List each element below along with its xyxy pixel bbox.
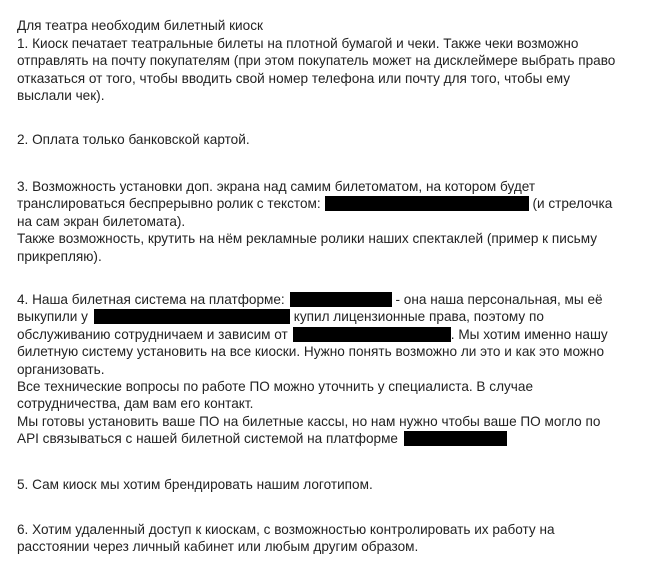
item-3-line: на сам экран билетомата). <box>17 213 186 229</box>
item-5-paragraph <box>17 476 642 493</box>
item-4-line-text: купил лицензионные права, поэтому по <box>289 309 544 325</box>
item-1-line: отказаться от того, чтобы вводить свой номер телефона или почту для того, чтобы ему <box>17 70 570 86</box>
item-4-paragraph <box>17 291 642 448</box>
redaction-bar <box>325 196 529 211</box>
item-3-paragraph <box>17 178 642 265</box>
item-3-line: 3. Возможность установки доп. экрана над самим билетоматом, на котором будет <box>17 179 536 194</box>
item-2-text: 2. Оплата только банковской картой. <box>17 132 250 147</box>
item-4-line-text: 4. Наша билетная система на платформе: <box>17 292 285 307</box>
item-4-line <box>17 308 642 325</box>
item-1-line: отправлять на почту покупателям (при этом покупатель может на дисклеймере выбрать право <box>17 53 616 69</box>
document-title: Для театра необходим билетный киоск <box>17 18 263 33</box>
item-6-line: 6. Хотим удаленный доступ к киоскам, с возможностью контролировать их работу на <box>17 522 555 537</box>
item-4-line <box>17 291 642 308</box>
item-3-line: прикрепляю). <box>17 248 102 264</box>
item-2-paragraph <box>17 131 642 148</box>
item-1-line: выслали чек). <box>17 88 105 104</box>
item-4-line-text: - она наша персональная, мы её <box>391 292 603 307</box>
item-6-line: расстоянии через личный кабинет или любым другим образом. <box>17 539 419 555</box>
item-4-line-text: выкупили у <box>17 309 88 325</box>
redaction-bar <box>94 309 290 324</box>
document-title-block <box>17 17 642 34</box>
redaction-bar <box>290 292 392 307</box>
item-4-line: билетную систему установить на все киоски. Нужно понять возможно ли это и как это можно <box>17 344 605 360</box>
item-3-line-text: (и стрелочка <box>528 196 613 212</box>
redaction-bar <box>404 431 507 446</box>
item-4-line-text: обслуживанию сотрудничаем и зависим от <box>17 326 288 342</box>
item-4-line: Мы готовы установить ваше ПО на билетные кассы, но нам нужно чтобы ваше ПО могло по <box>17 413 601 429</box>
redaction-bar <box>293 327 451 342</box>
item-4-line: Все технические вопросы по работе ПО можно уточнить у специалиста. В случае <box>17 379 534 395</box>
item-6-paragraph <box>17 521 642 556</box>
item-4-line: сотрудничества, дам вам его контакт. <box>17 396 254 412</box>
item-5-text: 5. Сам киоск мы хотим брендировать нашим логотипом. <box>17 477 373 492</box>
item-3-line-text: транслироваться беспрерывно ролик с текстом: <box>17 196 321 212</box>
item-3-line <box>17 195 642 212</box>
item-4-line <box>17 430 642 447</box>
item-4-line-text: API связываться с нашей билетной системой на платформе <box>17 431 398 447</box>
item-4-line-text: . Мы хотим именно нашу <box>450 326 608 342</box>
item-1-paragraph <box>17 35 642 105</box>
item-3-line: Также возможность, крутить на нём рекламные ролики наших спектаклей (пример к письму <box>17 231 598 247</box>
item-1-line: 1. Киоск печатает театральные билеты на плотной бумагой и чеки. Также чеки возможно <box>17 36 579 51</box>
item-4-line <box>17 326 642 343</box>
item-4-line: организовать. <box>17 361 105 377</box>
